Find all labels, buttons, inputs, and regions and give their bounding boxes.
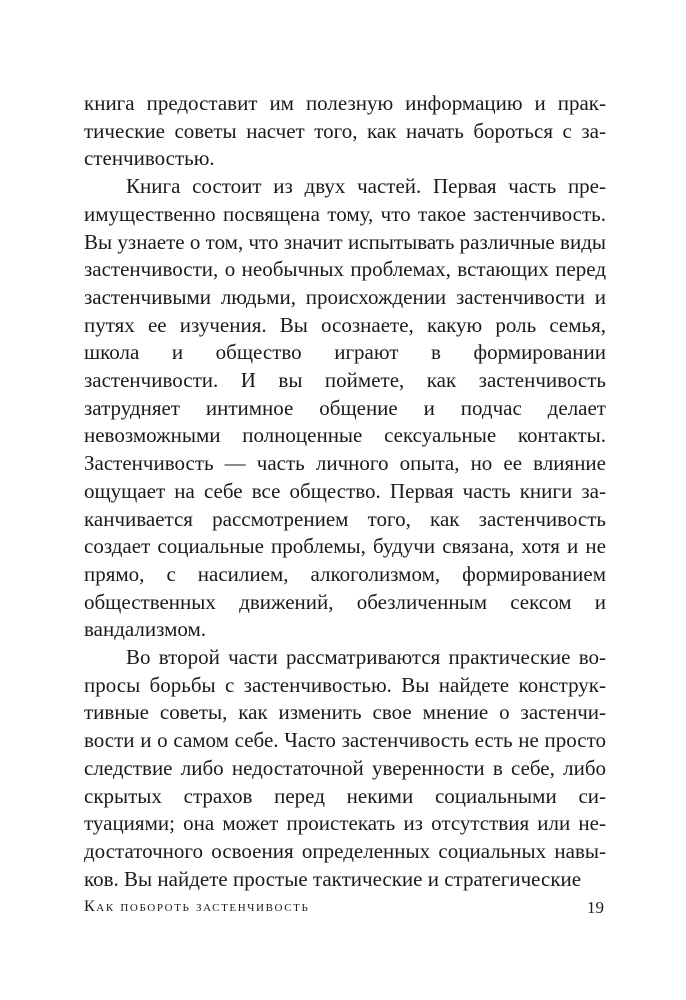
- running-title: Как побороть застенчивость: [84, 898, 310, 915]
- page-number: 19: [587, 898, 604, 917]
- body-text: [84, 90, 606, 893]
- paragraph-continuation: книга предоставит им полезную информацию и практические советы насчет того, как начать бороться с застенчивостью.: [84, 91, 606, 171]
- paragraph-second-part: Во второй части рассматриваются практические вопросы борьбы с застенчивостью. Вы найдете конструктивные советы, как изменить свое мнение о застенчивости и о самом себе. Часто застенчивость есть не просто следствие либо недостаточной уверенности в себе, либо скрытых страхов перед некими социальными ситуациями; она может проистекать из отсутствия или недостаточного освоения определенных социальных навыков. Вы найдете простые тактические и стратегические: [84, 645, 606, 891]
- paragraph-book-structure: Книга состоит из двух частей. Первая часть преимущественно посвящена тому, что такое застенчивость. Вы узнаете о том, что значит испытывать различные виды застенчивости, о необычных проблемах, встающих перед застенчивыми людьми, происхождении застенчивости и путях ее изучения. Вы осознаете, какую роль семья, школа и общество играют в формировании застенчивости. И вы поймете, как застенчивость затрудняет интимное общение и подчас делает невозможными полноценные сексуальные контакты. Застенчивость — часть личного опыта, но ее влияние ощущает на себе все общество. Первая часть книги заканчивается рассмотрением того, как застенчивость создает социальные проблемы, будучи связана, хотя и не прямо, с насилием, алкоголизмом, формированием общественных движений, обезличенным сексом и вандализмом.: [84, 174, 606, 642]
- page-footer: [84, 898, 604, 922]
